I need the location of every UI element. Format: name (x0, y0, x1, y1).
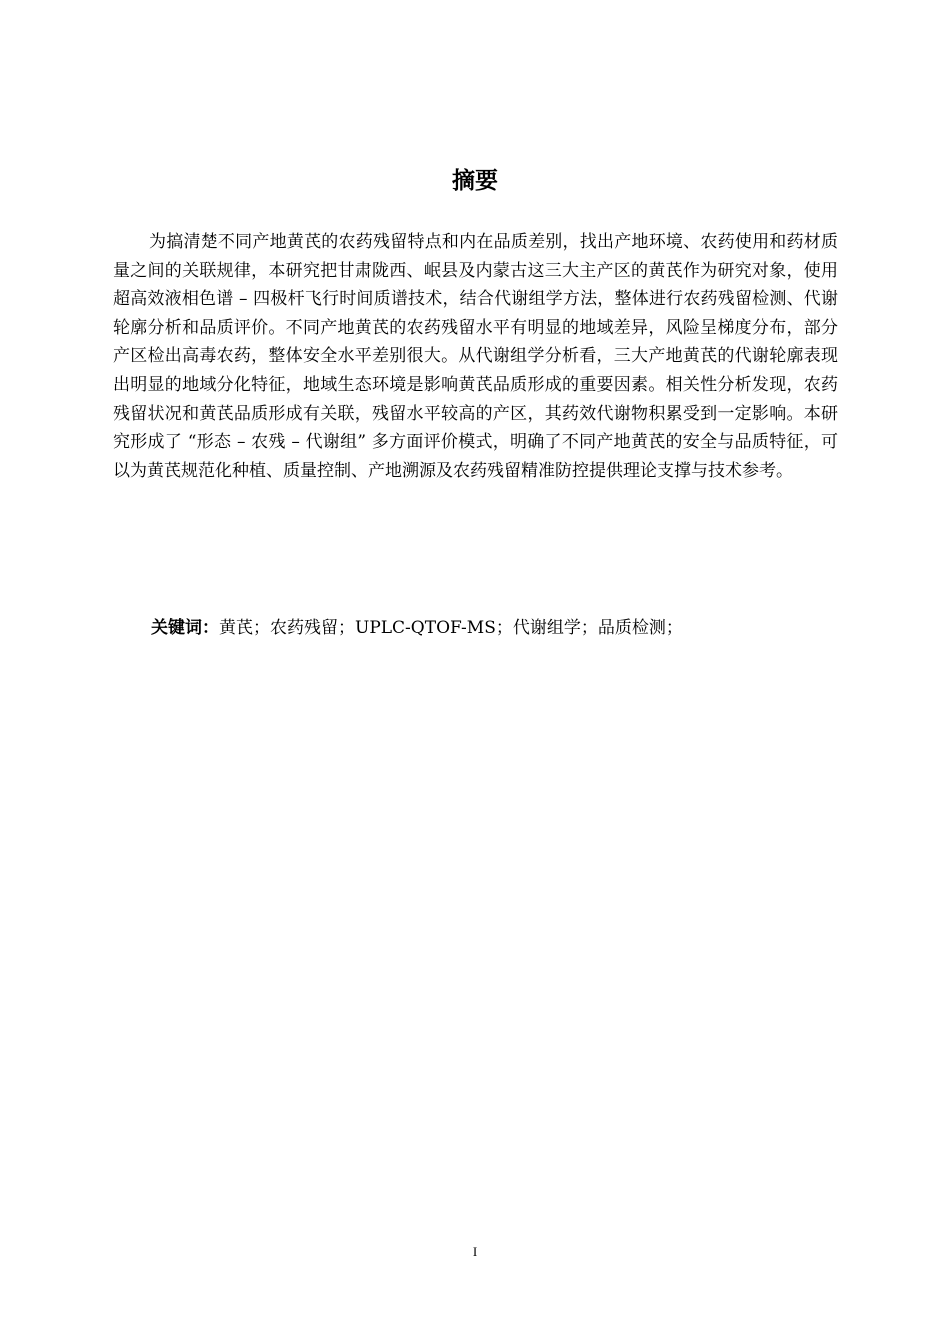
keywords-line (151, 614, 841, 642)
keywords-text: 黄芪；农药残留；UPLC-QTOF-MS；代谢组学；品质检测； (219, 618, 683, 638)
abstract-paragraph: 为搞清楚不同产地黄芪的农药残留特点和内在品质差别，找出产地环境、农药使用和药材质量之间的关联规律，本研究把甘肃陇西、岷县及内蒙古这三大主产区的黄芪作为研究对象，使用超高效液相色谱 – 四极杆飞行时间质谱技术，结合代谢组学方法，整体进行农药残留检测、代谢轮廓分析和品质评价。不同产地黄芪的农药残留水平有明显的地域差异，风险呈梯度分布，部分产区检出高毒农药，整体安全水平差别很大。从代谢组学分析看，三大产地黄芪的代谢轮廓表现出明显的地域分化特征，地域生态环境是影响黄芪品质形成的重要因素。相关性分析发现，农药残留状况和黄芪品质形成有关联，残留水平较高的产区，其药效代谢物积累受到一定影响。本研究形成了 “形态 – 农残 – 代谢组” 多方面评价模式，明确了不同产地黄芪的安全与品质特征，可以为黄芪规范化种植、质量控制、产地溯源及农药残留精准防控提供理论支撑与技术参考。 (113, 232, 838, 481)
abstract-title: 摘要 (452, 168, 498, 194)
keywords-label: 关键词： (151, 618, 219, 638)
page-number: I (472, 1244, 478, 1259)
